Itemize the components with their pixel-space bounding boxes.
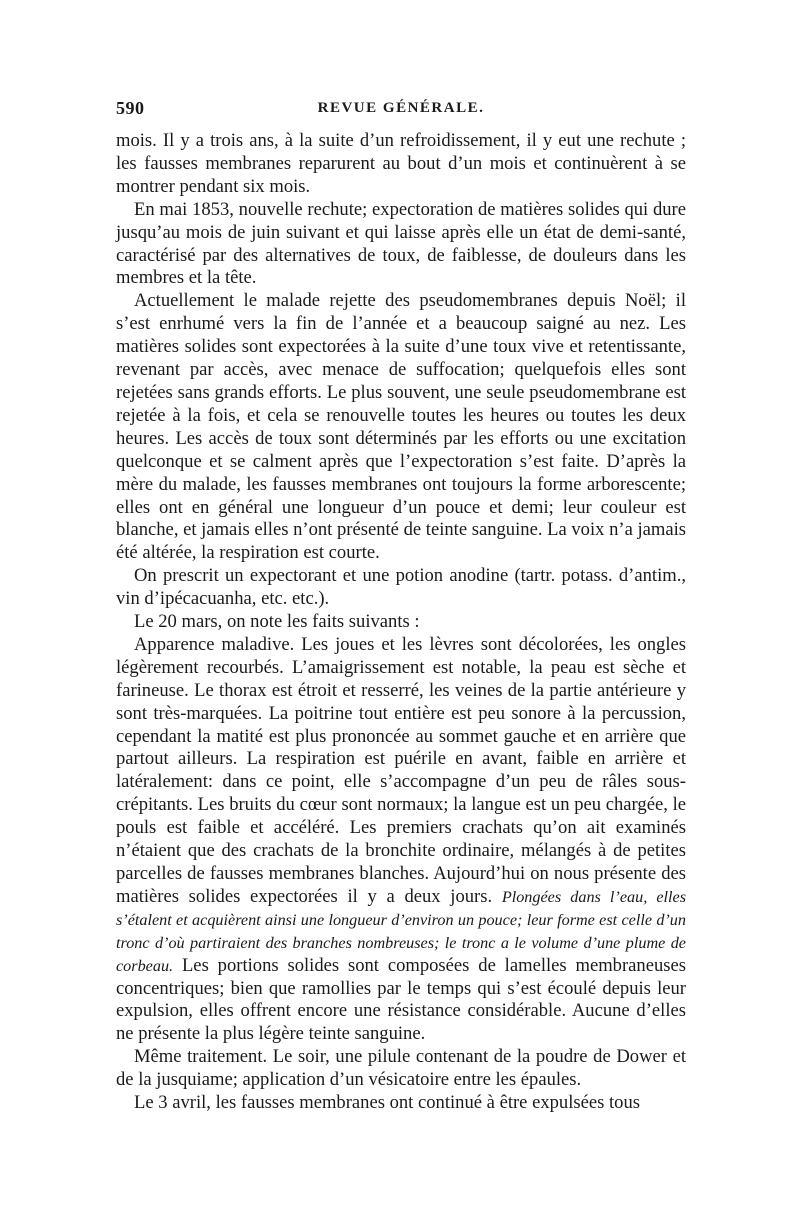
- paragraph-may-1853: En mai 1853, nouvelle rechute; expectoration de matières solides qui dure jusqu’au mois de juin suivant et qui laisse après elle un état de demi-santé, caractérisé par des alternatives de toux, de faiblesse, de douleurs dans les membres et la tête.: [116, 198, 686, 289]
- page-header: [116, 98, 686, 124]
- paragraph-relapse-history: mois. Il y a trois ans, à la suite d’un refroidissement, il y eut une rechute ; les fausses membranes reparurent au bout d’un mois et continuèrent à se montrer pendant six mois.: [116, 130, 686, 197]
- paragraph-april-3: Le 3 avril, les fausses membranes ont continué à être expulsées tous: [134, 1092, 641, 1114]
- paragraph-prescription: On prescrit un expectorant et une potion anodine (tartr. potass. d’antim., vin d’ipécacuanha, etc. etc.).: [116, 565, 686, 610]
- paragraph-treatment: Même traitement. Le soir, une pilule contenant de la poudre de Dower et de la jusquiame; application d’un vésicatoire entre les épaules.: [116, 1046, 686, 1091]
- examination-text: Apparence maladive. Les joues et les lèvres sont décolorées, les ongles légèrement recourbés. L’amaigrissement est notable, la peau est sèche et farineuse. Le thorax est étroit et resserré, les veines de la partie antérieure y sont très-marquées. La poitrine tout entière est peu sonore à la percussion, cependant la matité est plus prononcée au sommet gauche et en arrière que partout ailleurs. La respiration est puérile en avant, faible en arrière et latéralement: dans ce point, elle s’accompagne d’un peu de râles sous-crépitants. Les bruits du cœur sont normaux; la langue est un peu chargée, le pouls est faible et accéléré. Les premiers crachats qu’on ait examinés n’étaient que des crachats de la bronchite ordinaire, mélangés à de petites parcelles de fausses membranes blanches. Aujourd’hui on nous présente des matières solides expectorées il y a deux jours.: [116, 633, 686, 907]
- page-number: 590: [116, 98, 145, 118]
- examination-italic-text: Plongées dans l’eau, elles s’étalent et acquièrent ainsi une longueur d’environ un pouce; leur forme est celle d’un tronc d’où partiraient des branches nombreuses; le tronc a le volume d’une plume de corbeau.: [116, 887, 687, 975]
- paragraph-march-20: Le 20 mars, on note les faits suivants :: [134, 611, 420, 633]
- paragraph-examination: [116, 634, 686, 1046]
- paragraph-current-state: Actuellement le malade rejette des pseudomembranes depuis Noël; il s’est enrhumé vers la fin de l’année et a beaucoup saigné au nez. Les matières solides sont expectorées à la suite d’une toux vive et retentissante, revenant par accès, avec menace de suffocation; quelquefois elles sont rejetées sans grands efforts. Le plus souvent, une seule pseudomembrane est rejetée à la fois, et cela se renouvelle toutes les heures ou toutes les deux heures. Les accès de toux sont déterminés par les efforts ou une excitation quelconque et se calment après que l’expectoration s’est faite. D’après la mère du malade, les fausses membranes ont toujours la forme arborescente; elles ont en général une longueur d’un pouce et demi; leur couleur est blanche, et jamais elles n’ont présenté de teinte sanguine. La voix n’a jamais été altérée, la respiration est courte.: [116, 290, 687, 564]
- body-text: [116, 130, 686, 1115]
- running-title: REVUE GÉNÉRALE.: [317, 100, 485, 116]
- examination-text-continued: Les portions solides sont composées de lamelles membraneuses concentriques; bien que ramollies par le temps qui s’est écoulé depuis leur expulsion, elles offrent encore une résistance considérable. Aucune d’elles ne présente la plus légère teinte sanguine.: [116, 954, 686, 1045]
